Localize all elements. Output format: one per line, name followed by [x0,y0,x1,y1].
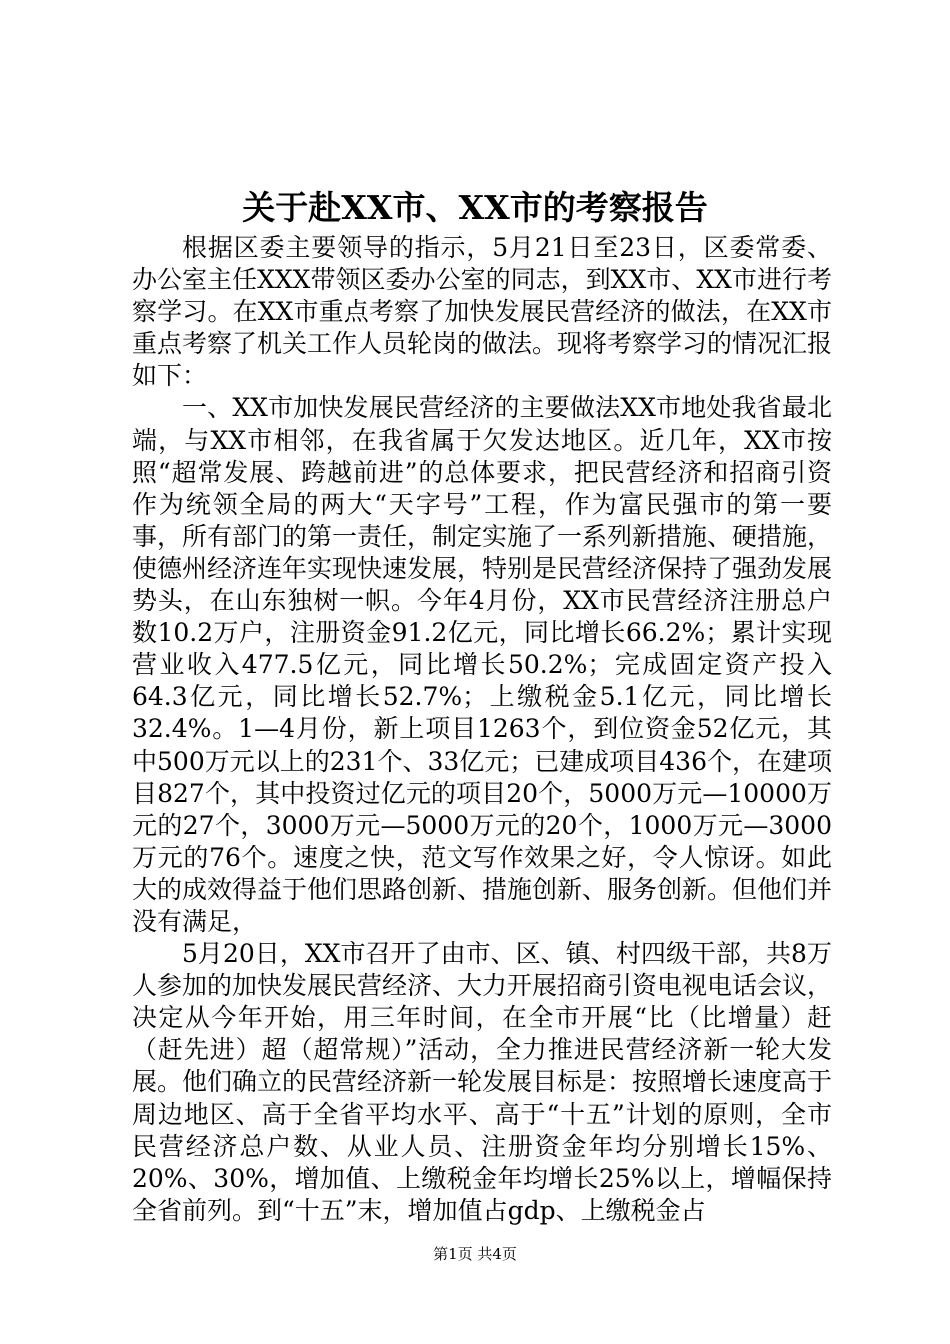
document-title: 关于赴XX市、XX市的考察报告 [242,188,708,227]
page-number: 第1页 共4页 [433,1245,517,1263]
document-body [132,232,832,1227]
paragraph-section-one: 一、XX市加快发展民营经济的主要做法XX市地处我省最北端，与XX市相邻，在我省属于欠发达地区。近几年，XX市按照“超常发展、跨越前进”的总体要求，把民营经济和招商引资作为统领全局的两大“天字号”工程，作为富民强市的第一要事，所有部门的第一责任，制定实施了一系列新措施、硬措施，使德州经济连年实现快速发展，特别是民营经济保持了强劲发展势头，在山东独树一帜。今年4月份，XX市民营经济注册总户数10.2万户，注册资金91.2亿元，同比增长66.2%；累计实现营业收入477.5亿元，同比增长50.2%；完成固定资产投入64.3亿元，同比增长52.7%；上缴税金5.1亿元，同比增长32.4%。1—4月份，新上项目1263个，到位资金52亿元，其中500万元以上的231个、33亿元；已建成项目436个，在建项目827个，其中投资过亿元的项目20个，5000万元—10000万元的27个，3000万元—5000万元的20个，1000万元—3000万元的76个。速度之快，范文写作效果之好，令人惊讶。如此大的成效得益于他们思路创新、措施创新、服务创新。但他们并没有满足， [132,393,833,936]
paragraph-meeting: 5月20日，XX市召开了由市、区、镇、村四级干部，共8万人参加的加快发展民营经济、大力开展招商引资电视电话会议，决定从今年开始，用三年时间，在全市开展“比（比增量）赶（赶先进）超（超常规）”活动，全力推进民营经济新一轮大发展。他们确立的民营经济新一轮发展目标是：按照增长速度高于周边地区、高于全省平均水平、高于“十五”计划的原则，全市民营经济总户数、从业人员、注册资金年均分别增长15%、20%、30%，增加值、上缴税金年均增长25%以上，增幅保持全省前列。到“十五”末，增加值占gdp、上缴税金占 [132,939,833,1225]
paragraph-intro: 根据区委主要领导的指示，5月21日至23日，区委常委、办公室主任XXX带领区委办公室的同志，到XX市、XX市进行考察学习。在XX市重点考察了加快发展民营经济的做法，在XX市重点考察了机关工作人员轮岗的做法。现将考察学习的情况汇报如下： [132,233,833,391]
